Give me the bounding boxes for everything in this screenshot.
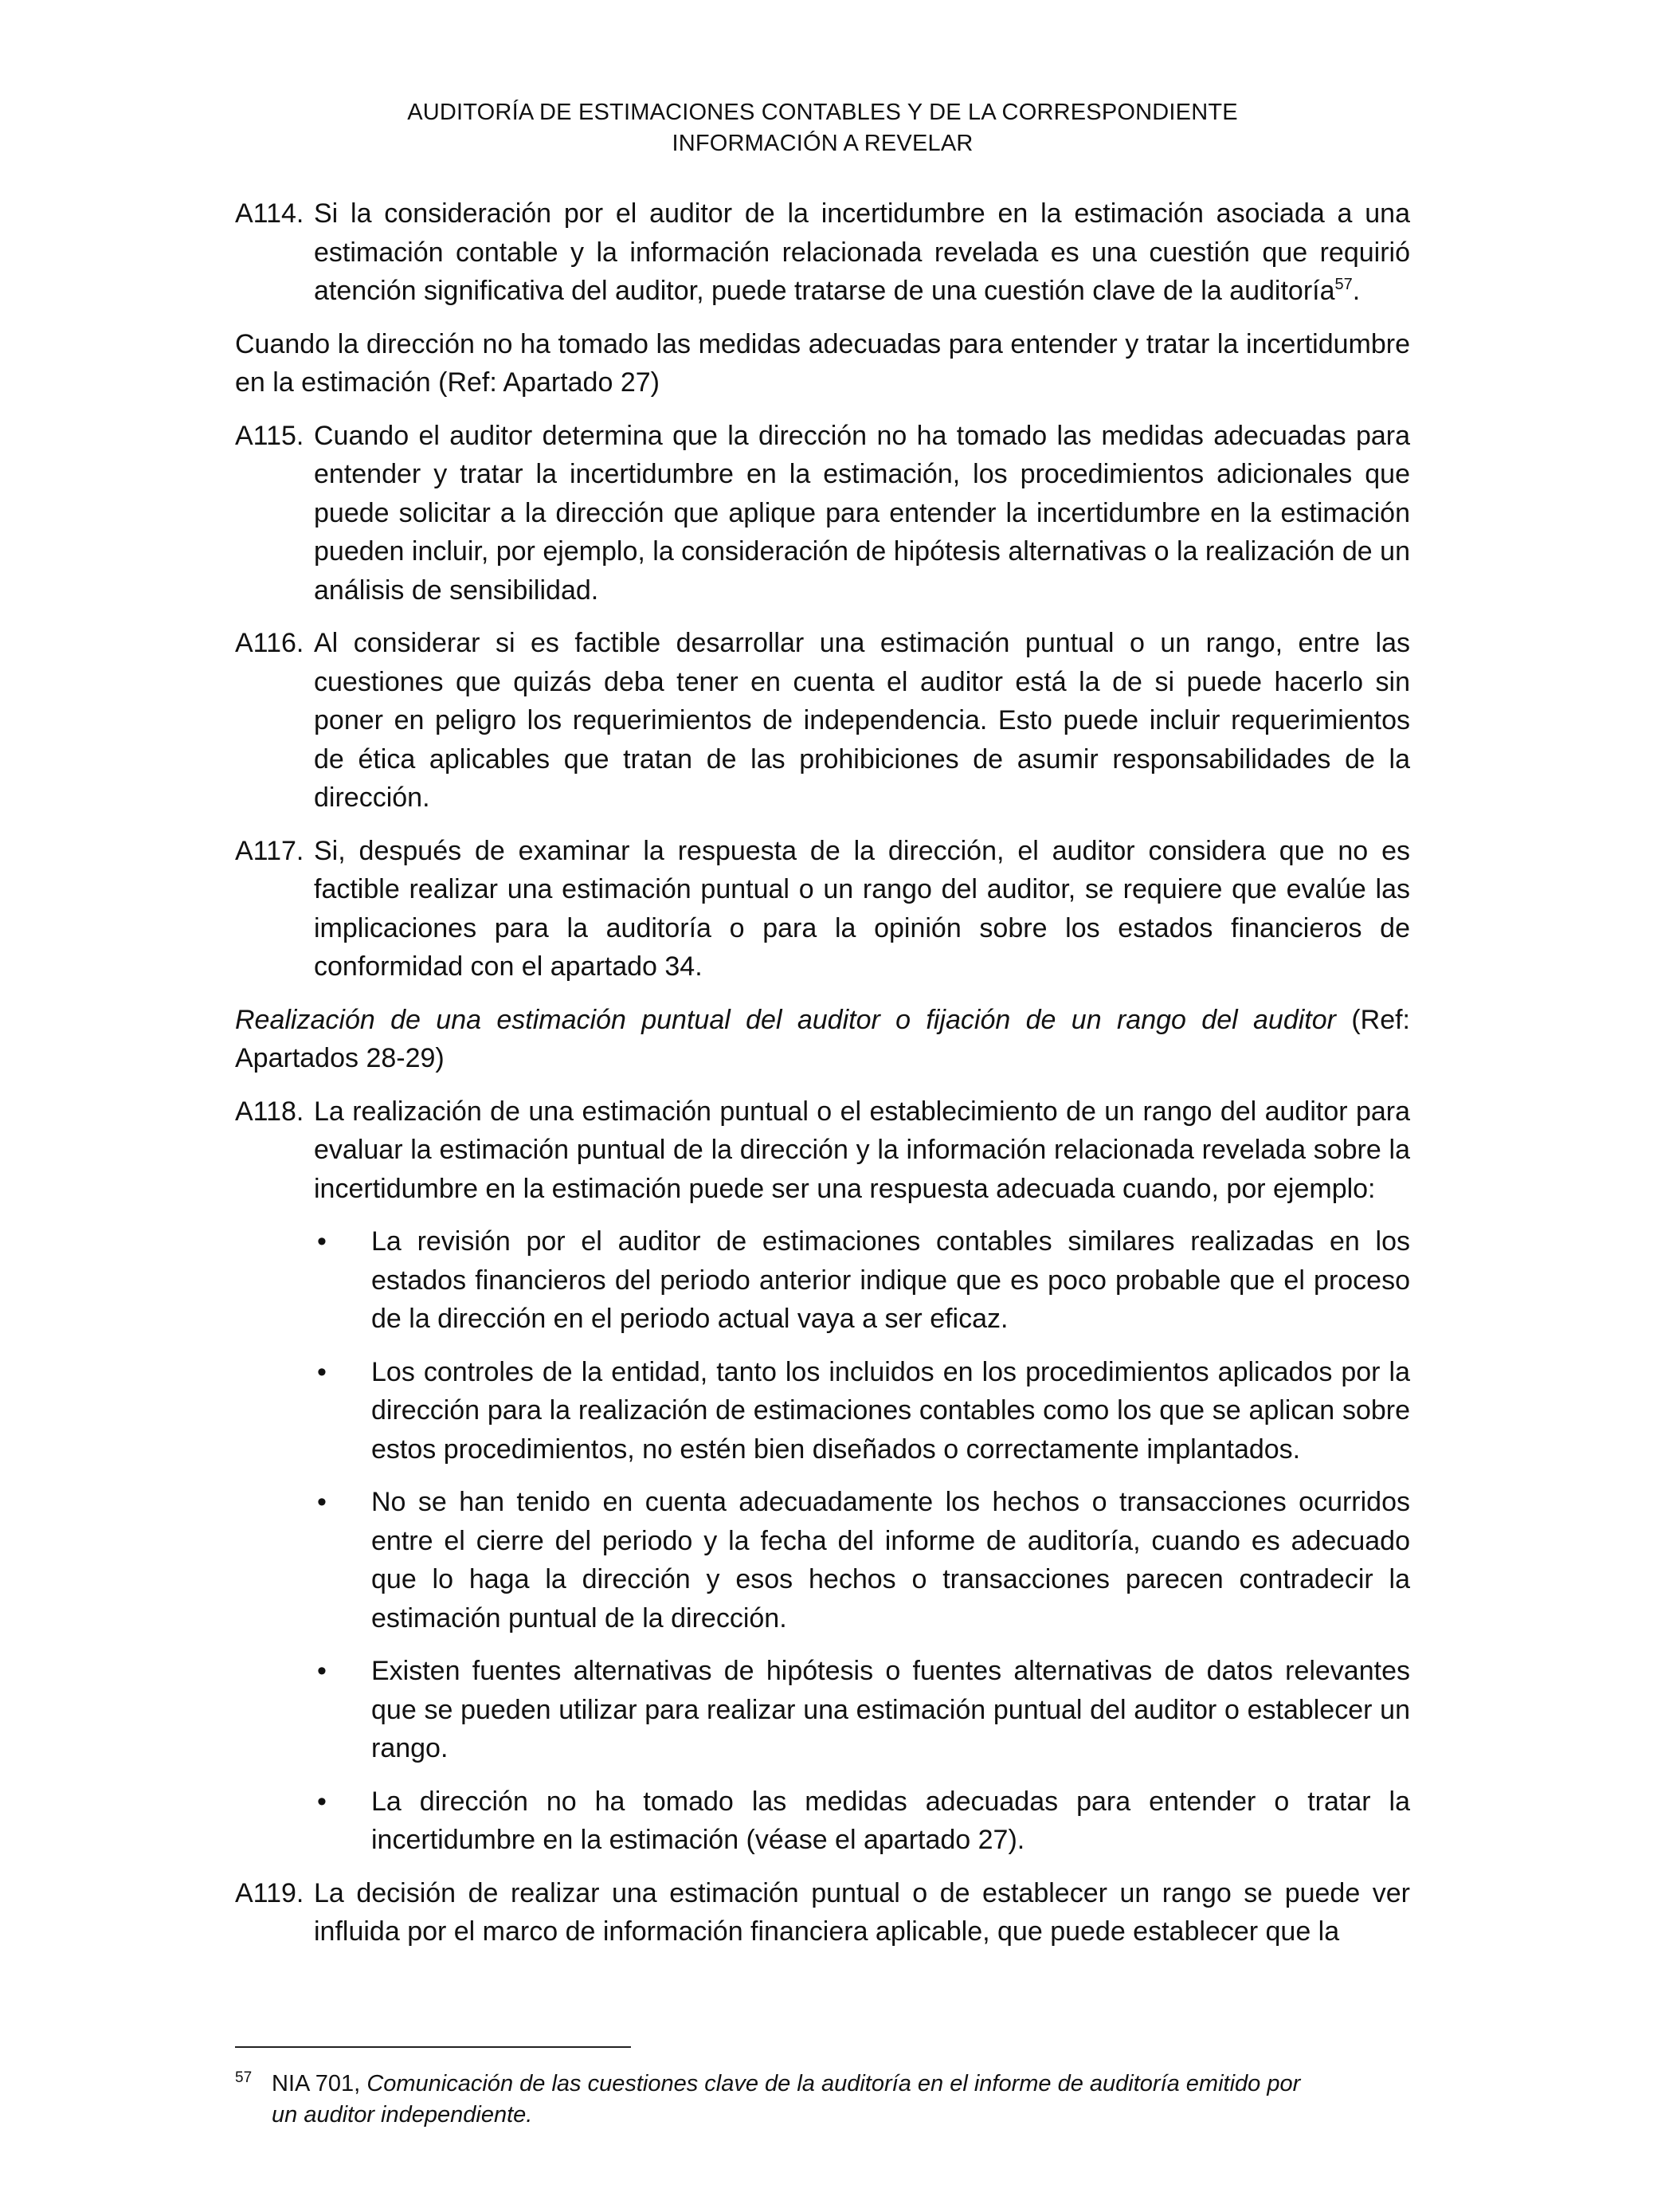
paragraph-number: A119.: [235, 1877, 304, 1908]
heading-italic: Realización de una estimación puntual del auditor o fijación de un rango del auditor: [235, 1004, 1336, 1035]
footnote-mark: 57: [235, 2069, 253, 2086]
paragraph-text: Cuando el auditor determina que la dirección no ha tomado las medidas adecuadas para entender y tratar la incertidumbre en la estimación, los procedimientos adicionales que puede solicitar a la dirección que aplique para entender la incertidumbre en la estimación pueden incluir, por ejemplo, la consideración de hipótesis alternativas o la realización de un análisis de sensibilidad.: [314, 420, 1410, 606]
list-item: • No se han tenido en cuenta adecuadamente los hechos o transacciones ocurridos entre el cierre del periodo y la fecha del informe de auditoría, cuando es adecuado que lo haga la dirección y esos hechos o transacciones parecen contradecir la estimación puntual de la dirección.: [314, 1483, 1410, 1637]
list-item: • La revisión por el auditor de estimaciones contables similares realizadas en los estados financieros del periodo anterior indique que es poco probable que el proceso de la dirección en el periodo actual vaya a ser eficaz.: [314, 1222, 1410, 1339]
paragraph-text: Al considerar si es factible desarrollar una estimación puntual o un rango, entre las cuestiones que quizás deba tener en cuenta el auditor está la de si puede hacerlo sin poner en peligro los requerimientos de independencia. Esto puede incluir requerimientos de ética aplicables que tratan de las prohibiciones de asumir responsabilidades de la dirección.: [314, 628, 1410, 813]
paragraph-text: La decisión de realizar una estimación puntual o de establecer un rango se puede ver influida por el marco de información financiera aplicable, que puede establecer que la: [314, 1877, 1410, 1947]
document-page: [235, 97, 1410, 1966]
bullet-icon: •: [317, 1656, 327, 1686]
paragraph-a118: [235, 1092, 1410, 1209]
footnote: [235, 2062, 1410, 2131]
paragraph-text: La realización de una estimación puntual o el establecimiento de un rango del auditor para evaluar la estimación puntual de la dirección y la información relacionada revelada sobre la incertidumbre en la estimación puede ser una respuesta adecuada cuando, por ejemplo:: [314, 1096, 1410, 1204]
running-header: [235, 97, 1410, 159]
header-line-1: AUDITORÍA DE ESTIMACIONES CONTABLES Y DE LA CORRESPONDIENTE: [407, 100, 1238, 125]
bullet-icon: •: [317, 1356, 327, 1387]
section-heading-2: [235, 1001, 1410, 1078]
footnote-reference[interactable]: 57: [1334, 276, 1353, 293]
paragraph-text: Si la consideración por el auditor de la incertidumbre en la estimación asociada a una estimación contable y la información relacionada revelada es una cuestión que requirió atención significativa del auditor, puede tratarse de una cuestión clave de la auditoría: [314, 198, 1410, 306]
bullet-list: [314, 1222, 1410, 1860]
paragraph-text: Si, después de examinar la respuesta de la dirección, el auditor considera que no es factible realizar una estimación puntual o un rango del auditor, se requiere que evalúe las implicaciones para la auditoría o para la opinión sobre los estados financieros de conformidad con el apartado 34.: [314, 835, 1410, 982]
list-item: • Existen fuentes alternativas de hipótesis o fuentes alternativas de datos relevantes que se pueden utilizar para realizar una estimación puntual del auditor o establecer un rango.: [314, 1652, 1410, 1768]
paragraph-a115: [235, 417, 1410, 610]
heading-reference: (Ref: Apartados 28-29): [235, 1004, 1411, 1073]
bullet-icon: •: [317, 1487, 327, 1517]
section-heading-1: Cuando la dirección no ha tomado las medidas adecuadas para entender y tratar la incertidumbre en la estimación (Ref: Apartado 27): [235, 328, 1410, 398]
footnote-separator: [235, 2046, 631, 2048]
paragraph-number: A116.: [235, 628, 304, 658]
footnote-title-continued: un auditor independiente.: [272, 2102, 533, 2128]
paragraph-number: A115.: [235, 420, 304, 451]
list-item: • La dirección no ha tomado las medidas adecuadas para entender o tratar la incertidumbre en la estimación (véase el apartado 27).: [314, 1783, 1410, 1860]
paragraph-number: A117.: [235, 835, 304, 866]
footnote-plain: NIA 701,: [272, 2071, 367, 2096]
header-line-2: INFORMACIÓN A REVELAR: [672, 131, 974, 156]
footnote-title: Comunicación de las cuestiones clave de la auditoría en el informe de auditoría emitido por: [366, 2071, 1301, 2096]
paragraph-number: A114.: [235, 198, 304, 229]
paragraph-a116: [235, 624, 1410, 818]
bullet-icon: •: [317, 1226, 327, 1257]
list-item: • Los controles de la entidad, tanto los incluidos en los procedimientos aplicados por la dirección para la realización de estimaciones contables como los que se aplican sobre estos procedimientos, no estén bien diseñados o correctamente implantados.: [314, 1353, 1410, 1469]
paragraph-a119: [235, 1874, 1410, 1951]
paragraph-a114: A114. Si la consideración por el auditor de la incertidumbre en la estimación asociada a una estimación contable y la información relacionada revelada es una cuestión que requirió atención significativa del auditor, puede tratarse de una cuestión clave de la auditoría$^{57}$.: [235, 194, 1410, 311]
bullet-icon: •: [317, 1786, 327, 1817]
paragraph-number: A118.: [235, 1096, 304, 1127]
paragraph-a117: [235, 832, 1410, 986]
